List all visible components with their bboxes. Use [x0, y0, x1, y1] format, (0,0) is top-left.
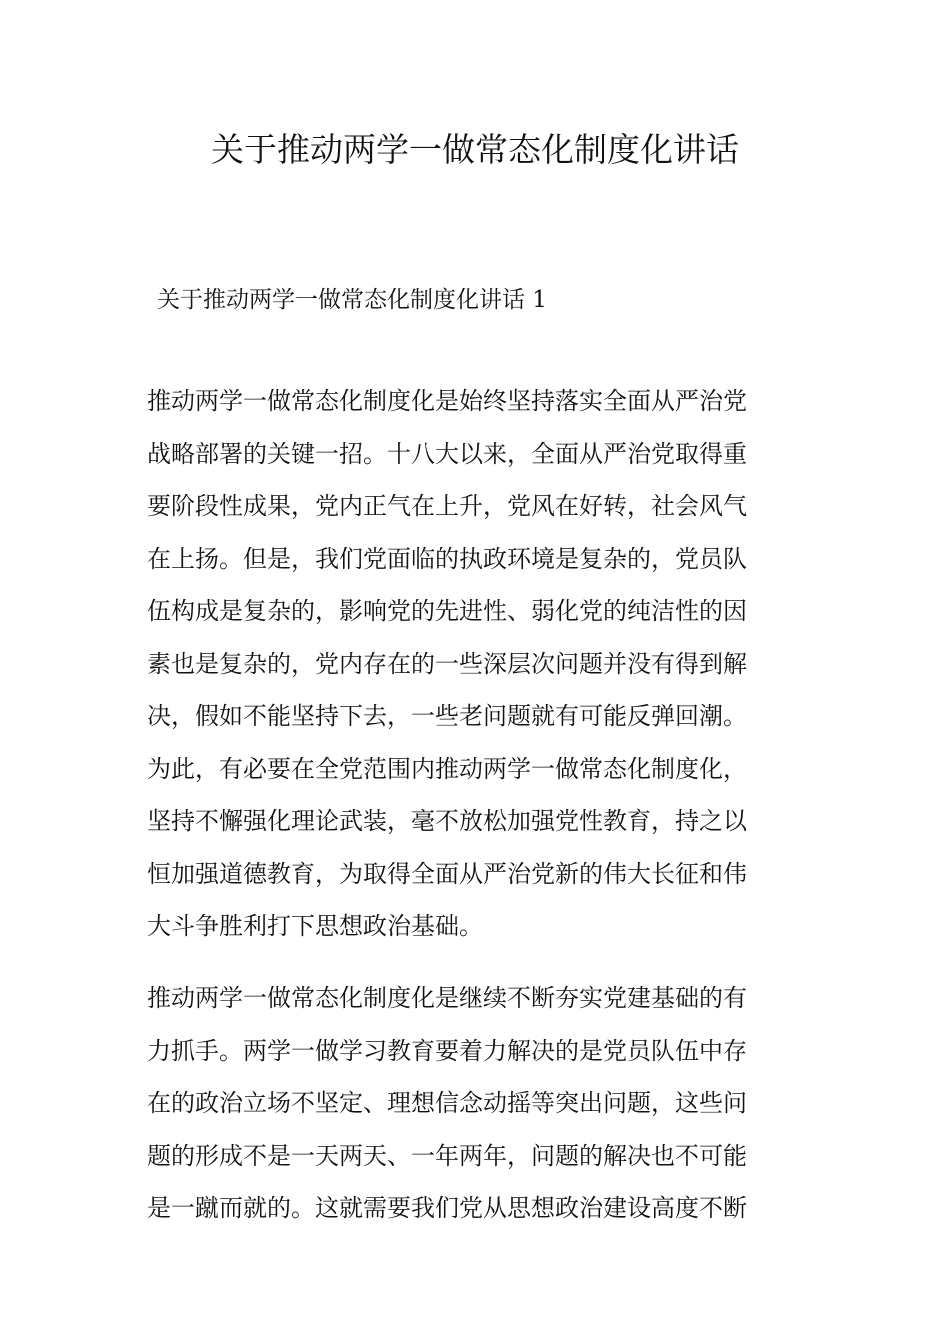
paragraph-line: 力抓手。两学一做学习教育要着力解决的是党员队伍中存 — [147, 1036, 747, 1065]
paragraph-1 — [147, 375, 747, 953]
paragraph-line: 是一蹴而就的。这就需要我们党从思想政治建设高度不断 — [147, 1194, 747, 1222]
paragraph-line: 战略部署的关键一招。十八大以来，全面从严治党取得重 — [147, 439, 747, 468]
paragraph-line: 推动两学一做常态化制度化是继续不断夯实党建基础的有 — [147, 984, 747, 1012]
paragraph-line: 恒加强道德教育，为取得全面从严治党新的伟大长征和伟 — [147, 859, 747, 888]
document-title: 关于推动两学一做常态化制度化讲话 — [211, 130, 739, 169]
paragraph-line: 为此，有必要在全党范围内推动两学一做常态化制度化， — [147, 754, 747, 783]
paragraph-2 — [147, 972, 747, 1235]
paragraph-line: 要阶段性成果，党内正气在上升，党风在好转，社会风气 — [147, 492, 747, 520]
paragraph-line: 坚持不懈强化理论武装，毫不放松加强党性教育，持之以 — [147, 807, 747, 835]
paragraph-line: 题的形成不是一天两天、一年两年，问题的解决也不可能 — [147, 1141, 747, 1170]
paragraph-line: 伍构成是复杂的，影响党的先进性、弱化党的纯洁性的因 — [147, 597, 747, 625]
section-heading: 关于推动两学一做常态化制度化讲话 1 — [157, 287, 547, 313]
paragraph-line: 大斗争胜利打下思想政治基础。 — [147, 912, 483, 940]
paragraph-line: 素也是复杂的，党内存在的一些深层次问题并没有得到解 — [147, 649, 747, 678]
paragraph-line: 在的政治立场不坚定、理想信念动摇等突出问题，这些问 — [147, 1089, 747, 1117]
paragraph-line: 推动两学一做常态化制度化是始终坚持落实全面从严治党 — [147, 387, 747, 415]
paragraph-line: 在上扬。但是，我们党面临的执政环境是复杂的，党员队 — [147, 544, 747, 573]
paragraph-line: 决，假如不能坚持下去，一些老问题就有可能反弹回潮。 — [147, 702, 747, 730]
